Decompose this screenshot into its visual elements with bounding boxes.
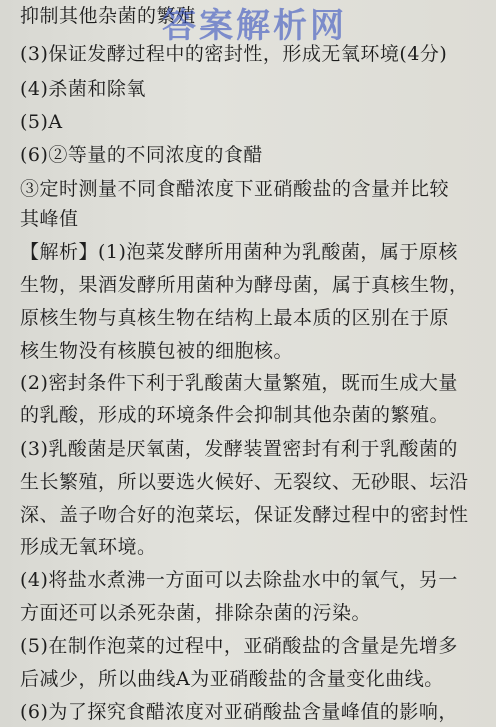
text-line-16: 深、盖子吻合好的泡菜坛，保证发酵过程中的密封性 [20,504,469,526]
text-line-17: 形成无氧环境。 [20,536,157,558]
text-line-12: (2)密封条件下利于乳酸菌大量繁殖，既而生成大量 [20,372,458,394]
text-line-3: (4)杀菌和除氧 [20,78,146,100]
text-line-15: 生长繁殖，所以要选火候好、无裂纹、无砂眼、坛沿 [20,471,469,493]
text-line-5: (6)②等量的不同浓度的食醋 [20,144,263,166]
text-line-7: 其峰值 [20,208,79,230]
text-line-1: 抑制其他杂菌的繁殖 [20,5,196,27]
text-line-13: 的乳酸，形成的环境条件会抑制其他杂菌的繁殖。 [20,404,450,426]
text-line-10: 原核生物与真核生物在结构上最本质的区别在于原 [20,307,450,329]
text-line-19: 方面还可以杀死杂菌，排除杂菌的污染。 [20,602,372,624]
watermark-text: 答案解析网 [162,6,347,46]
text-line-21: 后减少，所以曲线A为亚硝酸盐的含量变化曲线。 [20,668,444,690]
text-line-20: (5)在制作泡菜的过程中，亚硝酸盐的含量是先增多 [20,635,458,657]
text-line-9: 生物，果酒发酵所用菌种为酵母菌，属于真核生物， [20,274,469,296]
text-line-6: ③定时测量不同食醋浓度下亚硝酸盐的含量并比较 [20,178,450,200]
analysis-heading-line: 【解析】(1)泡菜发酵所用菌种为乳酸菌，属于原核 [20,241,458,263]
text-line-18: (4)将盐水煮沸一方面可以去除盐水中的氧气，另一 [20,569,458,591]
text-line-11: 核生物没有核膜包被的细胞核。 [20,340,294,362]
text-line-2: (3)保证发酵过程中的密封性，形成无氧环境(4分) [20,43,448,65]
text-line-14: (3)乳酸菌是厌氧菌，发酵装置密封有利于乳酸菌的 [20,438,458,460]
text-line-4: (5)A [20,111,63,133]
text-line-22: (6)为了探究食醋浓度对亚硝酸盐含量峰值的影响， [20,701,458,723]
